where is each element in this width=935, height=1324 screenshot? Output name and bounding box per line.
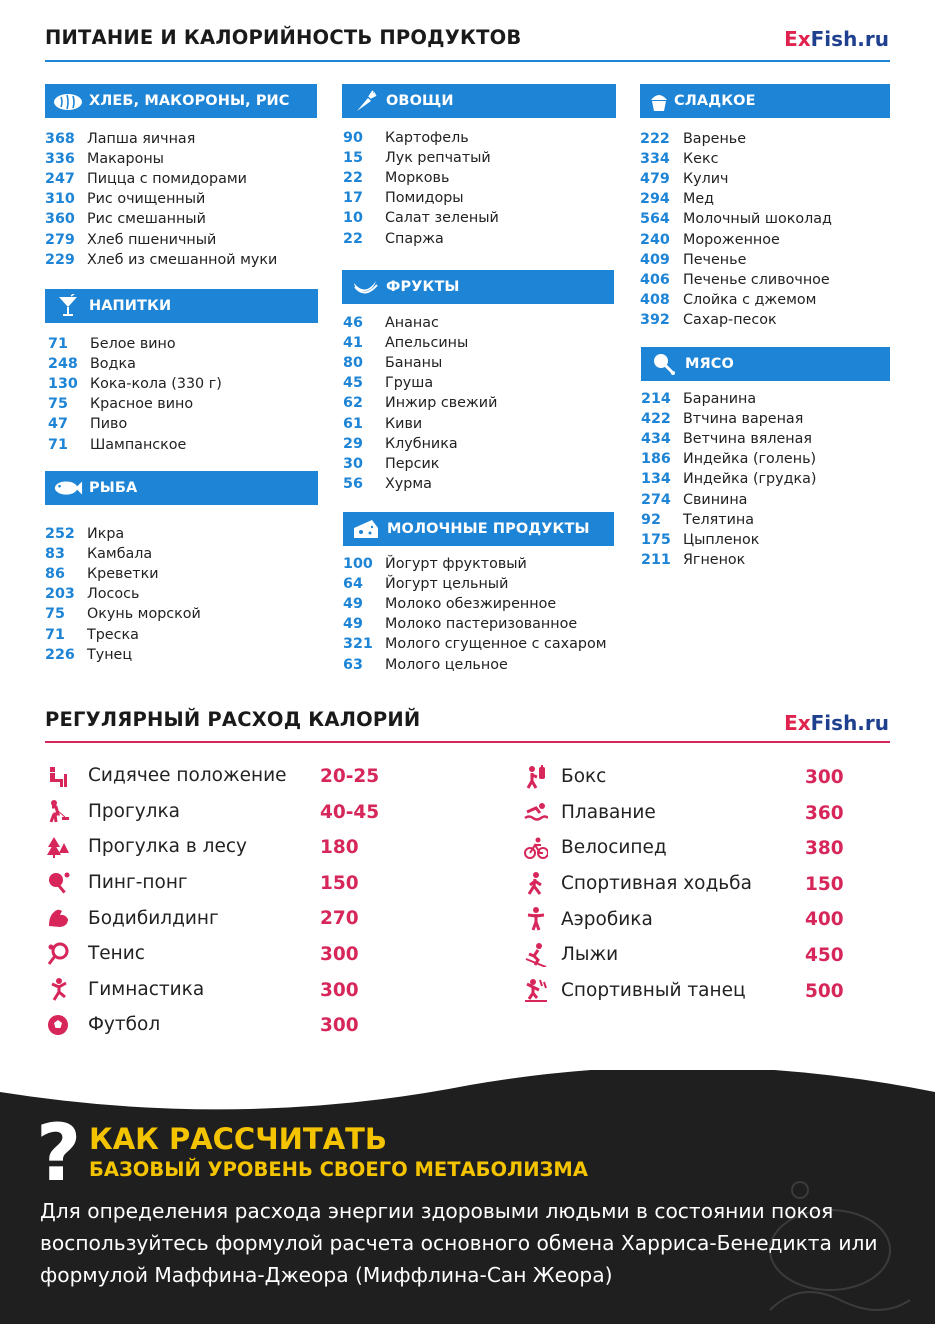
food-item xyxy=(343,634,607,654)
food-item xyxy=(641,489,816,509)
food-kcal: 479 xyxy=(640,171,670,188)
sitting-icon xyxy=(45,763,71,789)
activity-kcal: 300 xyxy=(320,943,359,965)
food-kcal: 274 xyxy=(641,491,671,508)
activity-divider xyxy=(45,741,890,743)
dairy-list xyxy=(343,554,607,675)
meat-list xyxy=(641,389,816,570)
food-item xyxy=(641,469,816,489)
carrot-icon xyxy=(350,88,380,114)
food-item xyxy=(641,409,816,429)
food-name: Лук репчатый xyxy=(385,150,491,167)
food-item xyxy=(641,449,816,469)
food-item xyxy=(640,250,832,270)
food-kcal: 248 xyxy=(48,356,78,373)
activity-row xyxy=(523,795,893,831)
food-kcal: 408 xyxy=(640,291,670,308)
sweets-list xyxy=(640,129,832,330)
food-item xyxy=(45,584,201,604)
activity-label: Футбол xyxy=(88,1014,161,1036)
food-name: Рис смешанный xyxy=(87,211,206,228)
food-name: Клубника xyxy=(385,435,458,452)
food-kcal: 22 xyxy=(343,230,363,247)
category-meat xyxy=(641,347,890,381)
food-name: Хлеб пшеничный xyxy=(87,231,217,248)
category-title: СЛАДКОЕ xyxy=(674,93,756,109)
food-kcal: 61 xyxy=(343,415,363,432)
food-item xyxy=(45,209,277,229)
bread-list xyxy=(45,129,277,270)
activity-label: Бокс xyxy=(561,766,607,788)
food-name: Икра xyxy=(87,526,125,543)
activity-row xyxy=(523,937,893,973)
food-item xyxy=(640,310,832,330)
food-kcal: 203 xyxy=(45,586,75,603)
food-name: Индейка (грудка) xyxy=(683,471,817,488)
food-kcal: 71 xyxy=(48,336,68,353)
food-kcal: 49 xyxy=(343,596,363,613)
header-divider xyxy=(45,60,890,62)
ping-pong-icon xyxy=(45,870,71,896)
food-item xyxy=(48,334,222,354)
food-name: Телятина xyxy=(683,511,754,528)
food-item xyxy=(343,128,499,148)
swimming-icon xyxy=(523,799,549,825)
food-kcal: 422 xyxy=(641,411,671,428)
fish-icon xyxy=(53,475,83,501)
activity-label: Прогулка xyxy=(88,800,180,822)
cheese-icon xyxy=(351,516,381,542)
activity-label: Сидячее положение xyxy=(88,765,287,787)
fish-list xyxy=(45,524,201,665)
food-kcal: 134 xyxy=(641,471,671,488)
food-name: Кулич xyxy=(683,171,729,188)
food-name: Камбала xyxy=(87,546,153,563)
food-item xyxy=(343,353,497,373)
food-name: Печенье xyxy=(683,251,747,268)
food-item xyxy=(640,129,832,149)
category-sweets xyxy=(640,84,890,118)
food-item xyxy=(45,524,201,544)
tennis-icon xyxy=(45,941,71,967)
food-name: Белое вино xyxy=(90,336,176,353)
food-kcal: 71 xyxy=(48,436,68,453)
drumstick-icon xyxy=(649,351,679,377)
food-kcal: 75 xyxy=(48,396,68,413)
food-item xyxy=(343,168,499,188)
food-name: Лосось xyxy=(87,586,140,603)
food-kcal: 175 xyxy=(641,531,671,548)
category-fish xyxy=(45,471,318,505)
brand-fish: Fish.ru xyxy=(810,711,889,735)
food-name: Индейка (голень) xyxy=(683,451,817,468)
food-item xyxy=(48,434,222,454)
food-item xyxy=(45,645,201,665)
category-title: РЫБА xyxy=(89,480,138,496)
brand-logo[interactable] xyxy=(784,27,889,51)
food-item xyxy=(343,148,499,168)
activity-row xyxy=(523,973,893,1009)
food-kcal: 409 xyxy=(640,251,670,268)
aerobics-icon xyxy=(523,906,549,932)
food-kcal: 15 xyxy=(343,150,363,167)
food-name: Пиво xyxy=(90,416,128,433)
food-kcal: 56 xyxy=(343,475,363,492)
food-name: Печенье сливочное xyxy=(683,271,830,288)
food-name: Йогурт фруктовый xyxy=(385,556,527,573)
activity-kcal: 450 xyxy=(805,944,844,966)
food-item xyxy=(640,229,832,249)
food-item xyxy=(343,393,497,413)
food-item xyxy=(641,429,816,449)
food-item xyxy=(343,574,607,594)
food-kcal: 83 xyxy=(45,546,65,563)
food-item xyxy=(641,550,816,570)
food-kcal: 29 xyxy=(343,435,363,452)
food-name: Хурма xyxy=(385,475,432,492)
food-item xyxy=(343,313,497,333)
food-name: Ананас xyxy=(385,315,439,332)
food-kcal: 64 xyxy=(343,576,363,593)
food-kcal: 75 xyxy=(45,606,65,623)
food-kcal: 368 xyxy=(45,131,75,148)
food-kcal: 100 xyxy=(343,556,373,573)
boxing-icon xyxy=(523,764,549,790)
activity-row xyxy=(45,865,445,901)
food-name: Морковь xyxy=(385,170,450,187)
question-mark-icon: ? xyxy=(36,1109,82,1199)
food-kcal: 247 xyxy=(45,171,75,188)
page-title: ПИТАНИЕ И КАЛОРИЙНОСТЬ ПРОДУКТОВ xyxy=(45,26,522,49)
activity-kcal: 400 xyxy=(805,909,844,931)
food-kcal: 334 xyxy=(640,151,670,168)
activity-label: Бодибилдинг xyxy=(88,907,219,929)
category-title: ОВОЩИ xyxy=(386,93,454,109)
food-name: Мед xyxy=(683,191,715,208)
activity-kcal: 150 xyxy=(805,873,844,895)
food-item xyxy=(640,209,832,229)
category-drinks xyxy=(45,289,318,323)
food-item xyxy=(343,208,499,228)
activity-label: Тенис xyxy=(88,943,145,965)
activity-label: Аэробика xyxy=(561,908,653,930)
food-name: Окунь морской xyxy=(87,606,201,623)
food-item xyxy=(45,250,277,270)
food-name: Киви xyxy=(385,415,423,432)
food-kcal: 86 xyxy=(45,566,65,583)
activity-kcal: 300 xyxy=(320,979,359,1001)
food-item xyxy=(343,474,497,494)
food-kcal: 240 xyxy=(640,231,670,248)
food-kcal: 92 xyxy=(641,511,661,528)
food-name: Инжир свежий xyxy=(385,395,498,412)
activity-label: Спортивный танец xyxy=(561,979,746,1001)
activity-kcal: 380 xyxy=(805,838,844,860)
metabolism-subtitle: БАЗОВЫЙ УРОВЕНЬ СВОЕГО МЕТАБОЛИЗМА xyxy=(89,1158,588,1181)
food-name: Хлеб из смешанной муки xyxy=(87,251,278,268)
category-dairy xyxy=(343,512,614,546)
activity-list-right xyxy=(523,759,893,1008)
food-item xyxy=(343,333,497,353)
food-kcal: 47 xyxy=(48,416,68,433)
food-name: Цыпленок xyxy=(683,531,760,548)
food-kcal: 222 xyxy=(640,131,670,148)
food-item xyxy=(343,228,499,248)
activity-brand-logo[interactable] xyxy=(784,711,889,735)
skiing-icon xyxy=(523,942,549,968)
food-kcal: 46 xyxy=(343,315,363,332)
food-name: Варенье xyxy=(683,131,747,148)
category-title: ФРУКТЫ xyxy=(386,279,460,295)
activity-kcal: 500 xyxy=(805,980,844,1002)
food-kcal: 226 xyxy=(45,646,75,663)
food-name: Втчина вареная xyxy=(683,411,804,428)
food-kcal: 310 xyxy=(45,191,75,208)
bicycle-icon xyxy=(523,835,549,861)
activity-label: Спортивная ходьба xyxy=(561,873,752,895)
activity-kcal: 20-25 xyxy=(320,766,380,787)
food-name: Тунец xyxy=(87,646,133,663)
cupcake-icon xyxy=(648,88,670,114)
food-item xyxy=(45,169,277,189)
food-kcal: 90 xyxy=(343,130,363,147)
activity-kcal: 300 xyxy=(805,767,844,788)
bread-icon xyxy=(53,88,83,114)
food-name: Груша xyxy=(385,375,434,392)
food-name: Шампанское xyxy=(90,436,187,453)
food-name: Молоко обезжиренное xyxy=(385,596,557,613)
food-name: Молочный шоколад xyxy=(683,211,832,228)
food-name: Кекс xyxy=(683,151,719,168)
category-fruits xyxy=(342,270,614,304)
gymnastics-icon xyxy=(45,976,71,1002)
food-item xyxy=(343,373,497,393)
food-item xyxy=(45,564,201,584)
food-kcal: 80 xyxy=(343,355,363,372)
food-name: Свинина xyxy=(683,491,748,508)
food-name: Треска xyxy=(87,626,139,643)
food-item xyxy=(641,530,816,550)
activity-label: Лыжи xyxy=(561,944,619,966)
drinks-list xyxy=(48,334,222,455)
activity-label: Пинг-понг xyxy=(88,872,188,894)
food-name: Креветки xyxy=(87,566,159,583)
activity-kcal: 300 xyxy=(320,1015,359,1037)
metabolism-title: КАК РАССЧИТАТЬ xyxy=(89,1122,388,1156)
food-name: Помидоры xyxy=(385,190,464,207)
activity-list-left xyxy=(45,758,445,1043)
food-item xyxy=(48,414,222,434)
food-item xyxy=(640,149,832,169)
brand-fish: Fish.ru xyxy=(810,27,889,51)
food-kcal: 41 xyxy=(343,335,363,352)
activity-row xyxy=(45,972,445,1008)
food-name: Ягненок xyxy=(683,551,746,568)
food-item xyxy=(640,169,832,189)
food-kcal: 406 xyxy=(640,271,670,288)
food-name: Йогурт цельный xyxy=(385,576,509,593)
food-name: Персик xyxy=(385,455,440,472)
food-kcal: 130 xyxy=(48,376,78,393)
metabolism-text: Для определения расхода энергии здоровыми людьми в состоянии покоя воспользуйтесь формулой расчета основного обмена Харриса-Бенедикта или формулой Маффина-Джеора (Миффлина-Сан Жеора) xyxy=(40,1199,878,1287)
food-item xyxy=(48,374,222,394)
food-item xyxy=(45,149,277,169)
activity-row xyxy=(45,936,445,972)
category-title: ХЛЕБ, МАКОРОНЫ, РИС xyxy=(89,93,290,109)
forest-icon xyxy=(45,834,71,860)
food-kcal: 49 xyxy=(343,616,363,633)
food-name: Красное вино xyxy=(90,396,194,413)
food-item xyxy=(641,510,816,530)
food-kcal: 392 xyxy=(640,311,670,328)
activity-row xyxy=(523,866,893,902)
category-title: НАПИТКИ xyxy=(89,298,172,314)
food-item xyxy=(343,654,607,674)
brand-ex: Ex xyxy=(784,711,811,735)
food-kcal: 336 xyxy=(45,151,75,168)
food-kcal: 10 xyxy=(343,210,363,227)
food-kcal: 434 xyxy=(641,431,671,448)
food-item xyxy=(48,354,222,374)
activity-row xyxy=(523,901,893,937)
food-item xyxy=(45,624,201,644)
food-item xyxy=(343,594,607,614)
vegetables-list xyxy=(343,128,499,249)
food-item xyxy=(343,554,607,574)
food-item xyxy=(343,434,497,454)
food-kcal: 252 xyxy=(45,526,75,543)
food-name: Водка xyxy=(90,356,136,373)
food-item xyxy=(45,189,277,209)
food-item xyxy=(640,189,832,209)
food-kcal: 564 xyxy=(640,211,670,228)
food-kcal: 22 xyxy=(343,170,363,187)
race-walking-icon xyxy=(523,871,549,897)
food-item xyxy=(640,270,832,290)
activity-row xyxy=(45,794,445,830)
activity-label: Плавание xyxy=(561,801,656,823)
food-kcal: 62 xyxy=(343,395,363,412)
food-item xyxy=(45,604,201,624)
activity-row xyxy=(523,830,893,866)
activity-title: РЕГУЛЯРНЫЙ РАСХОД КАЛОРИЙ xyxy=(45,708,421,731)
food-name: Молого сгущенное с сахаром xyxy=(385,636,607,653)
food-name: Рис очищенный xyxy=(87,191,206,208)
food-name: Пицца с помидорами xyxy=(87,171,247,188)
category-title: МЯСО xyxy=(685,356,734,372)
activity-label: Прогулка в лесу xyxy=(88,836,247,858)
food-item xyxy=(343,614,607,634)
activity-row xyxy=(45,1007,445,1043)
food-item xyxy=(45,544,201,564)
fruits-list xyxy=(343,313,497,494)
food-name: Бананы xyxy=(385,355,443,372)
food-kcal: 211 xyxy=(641,551,671,568)
food-kcal: 71 xyxy=(45,626,65,643)
activity-row xyxy=(45,829,445,865)
food-name: Макароны xyxy=(87,151,164,168)
activity-label: Велосипед xyxy=(561,837,667,859)
food-name: Апельсины xyxy=(385,335,469,352)
food-name: Слойка с джемом xyxy=(683,291,817,308)
activity-row xyxy=(45,758,445,794)
food-name: Картофель xyxy=(385,130,469,147)
activity-kcal: 270 xyxy=(320,908,359,930)
food-kcal: 17 xyxy=(343,190,363,207)
activity-kcal: 180 xyxy=(320,837,359,859)
food-item xyxy=(343,188,499,208)
food-kcal: 294 xyxy=(640,191,670,208)
activity-label: Гимнастика xyxy=(88,978,205,1000)
food-kcal: 279 xyxy=(45,231,75,248)
food-item xyxy=(343,454,497,474)
food-name: Молоко пастеризованное xyxy=(385,616,578,633)
banana-icon xyxy=(350,274,380,300)
food-item xyxy=(640,290,832,310)
food-item xyxy=(641,389,816,409)
food-kcal: 45 xyxy=(343,375,363,392)
food-kcal: 186 xyxy=(641,451,671,468)
food-name: Кока-кола (330 г) xyxy=(90,376,222,393)
food-name: Ветчина вяленая xyxy=(683,431,812,448)
food-kcal: 360 xyxy=(45,211,75,228)
food-name: Мороженное xyxy=(683,231,780,248)
food-name: Сахар-песок xyxy=(683,311,777,328)
activity-kcal: 360 xyxy=(805,802,844,824)
food-kcal: 30 xyxy=(343,455,363,472)
food-item xyxy=(45,229,277,249)
food-kcal: 63 xyxy=(343,656,363,673)
cocktail-icon xyxy=(53,293,83,319)
food-kcal: 214 xyxy=(641,391,671,408)
brand-ex: Ex xyxy=(784,27,811,51)
category-vegetables xyxy=(342,84,616,118)
category-title: МОЛОЧНЫЕ ПРОДУКТЫ xyxy=(387,521,590,537)
category-bread xyxy=(45,84,317,118)
activity-kcal: 150 xyxy=(320,872,359,894)
soccer-ball-icon xyxy=(45,1012,71,1038)
food-name: Спаржа xyxy=(385,230,444,247)
dog-walk-icon xyxy=(45,798,71,824)
food-item xyxy=(343,413,497,433)
food-item xyxy=(45,129,277,149)
dance-icon xyxy=(523,977,549,1003)
food-name: Баранина xyxy=(683,391,757,408)
food-name: Лапша яичная xyxy=(87,131,196,148)
food-kcal: 229 xyxy=(45,251,75,268)
activity-row xyxy=(45,900,445,936)
food-name: Салат зеленый xyxy=(385,210,499,227)
food-item xyxy=(48,394,222,414)
food-kcal: 321 xyxy=(343,636,373,653)
food-name: Молого цельное xyxy=(385,656,508,673)
activity-row xyxy=(523,759,893,795)
muscle-icon xyxy=(45,905,71,931)
activity-kcal: 40-45 xyxy=(320,801,380,823)
